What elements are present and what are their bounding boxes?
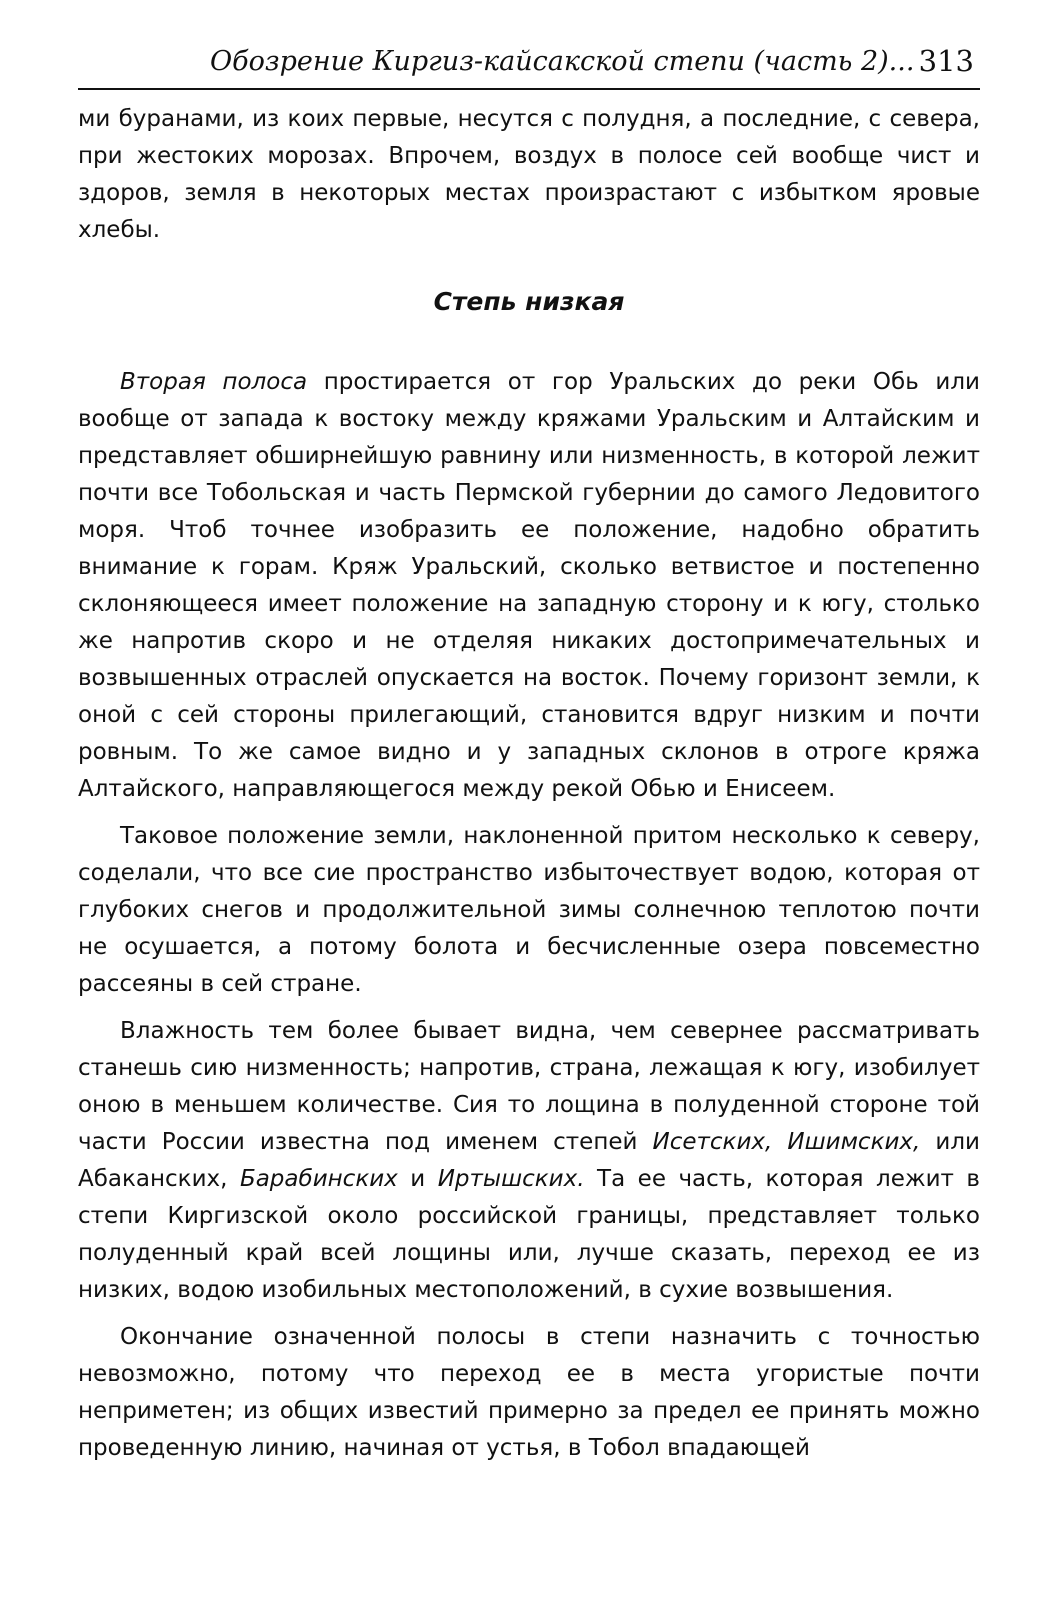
paragraph-text: Влажность тем более бывает видна, чем севернее рассматривать станешь сию низменность; напротив, страна, лежащая к югу, изобилует оною в меньшем количестве. Сия то лощина в полуденной стороне той части России известна под именем степей (78, 1018, 980, 1155)
paragraph (78, 364, 980, 808)
section-heading: Степь низкая (433, 287, 625, 316)
running-header (78, 40, 980, 90)
paragraph-text: Та ее часть, которая лежит в степи Киргизской около российской границы, представляет только полуденный край всей лощины или, лучше сказать, переход ее из низких, водою изобильных местоположений, в сухие возвышения. (78, 1166, 980, 1303)
paragraph-continued: ми буранами, из коих первые, несутся с полудня, а последние, с севера, при жестоких морозах. Впрочем, воздух в полосе сей вообще чист и здоров, земля в некоторых местах произрастают с избытком яровые хлебы. (78, 106, 980, 243)
paragraph-text: или Абаканских, (78, 1129, 980, 1192)
paragraph (78, 1013, 980, 1309)
paragraph-italic-term: Исетских, Ишимских, (652, 1129, 921, 1155)
paragraph: Таковое положение земли, наклоненной притом несколько к северу, соделали, что все сие пространство избыточествует водою, которая от глубоких снегов и продолжительной зимы солнечною теплотою почти не осушается, а потому болота и бесчисленные озера повсеместно рассеяны в сей стране. (78, 823, 980, 997)
paragraph-italic-term: Барабинских (239, 1166, 398, 1192)
book-page (78, 40, 980, 1467)
paragraph-lead-italic: Вторая полоса (120, 369, 308, 395)
page-number: 313 (918, 44, 974, 78)
paragraph-text: и (397, 1166, 438, 1192)
paragraph-italic-term: Иртышских. (437, 1166, 585, 1192)
body-text (78, 101, 980, 1467)
paragraph: Окончание означенной полосы в степи назначить с точностью невозможно, потому что переход ее в места угористые почти неприметен; из общих известий примерно за предел ее принять можно проведенную линию, начиная от устья, в Тобол впадающей (78, 1324, 980, 1461)
paragraph-text: простирается от гор Уральских до реки Обь или вообще от запада к востоку между кряжами Уральским и Алтайским и представляет обширнейшую равнину или низменность, в которой лежит почти все Тобольская и часть Пермской губернии до самого Ледовитого моря. Чтоб точнее изобразить ее положение, надобно обратить внимание к горам. Кряж Уральский, сколько ветвистое и постепенно склоняющееся имеет положение на западную сторону и к югу, столько же напротив скоро и не отделяя никаких достопримечательных и возвышенных отраслей опускается на восток. Почему горизонт земли, к оной с сей стороны прилегающий, становится вдруг низким и почти ровным. То же самое видно и у западных склонов в отроге кряжа Алтайского, направляющегося между рекой Обью и Енисеем. (78, 369, 981, 802)
running-title: Обозрение Киргиз-кайсакской степи (часть 2)... (210, 46, 915, 77)
